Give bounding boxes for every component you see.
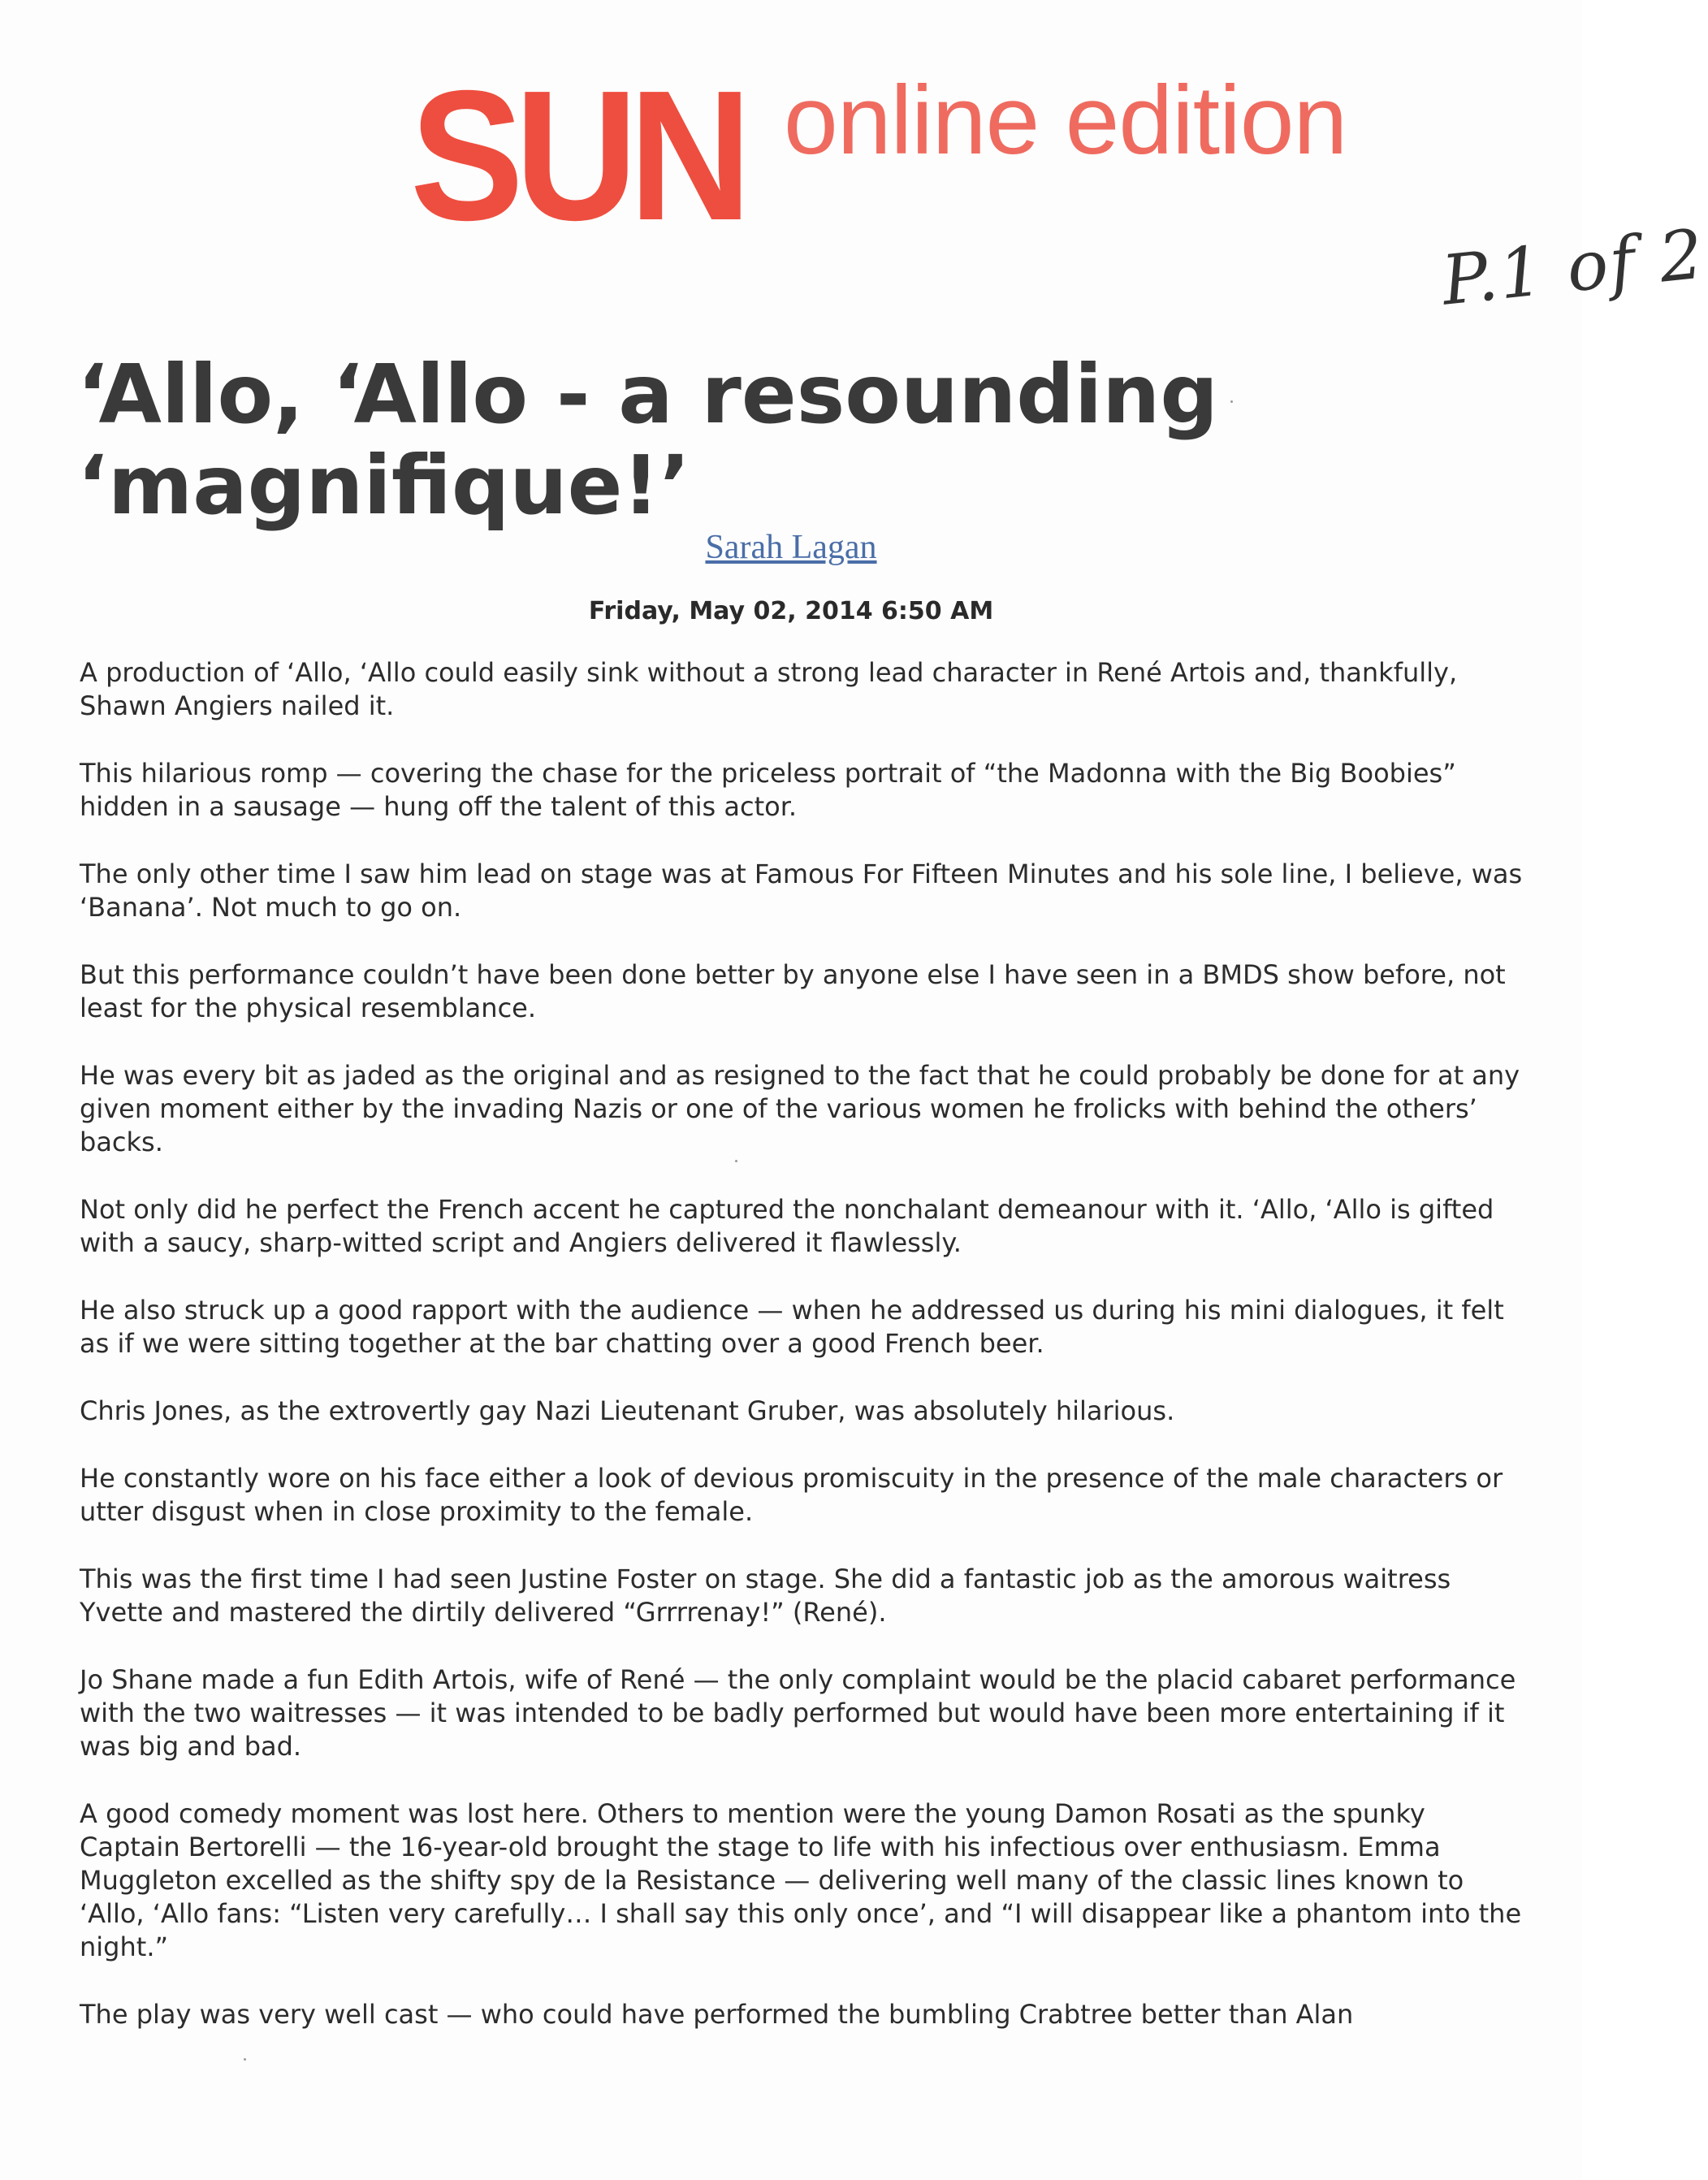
paragraph: Chris Jones, as the extrovertly gay Nazi Lieutenant Gruber, was absolutely hilarious. xyxy=(80,1395,1175,1426)
paragraph: This was the first time I had seen Justine Foster on stage. She did a fantastic job as the amorous waitress Yvette and mastered the dirtily delivered “Grrrrenay!” (René). xyxy=(80,1564,1451,1628)
headline-line-1: ‘Allo, ‘Allo - a resounding xyxy=(77,347,1218,442)
paragraph: The play was very well cast — who could have performed the bumbling Crabtree better than Alan xyxy=(80,1999,1354,2030)
edition-label: online edition xyxy=(784,66,1347,175)
paragraph: This hilarious romp — covering the chase for the priceless portrait of “the Madonna with the Big Boobies” hidden in a sausage — hung off the talent of this actor. xyxy=(80,758,1456,822)
publish-date: Friday, May 02, 2014 6:50 AM xyxy=(588,597,994,625)
sun-logo: SUN xyxy=(410,53,743,259)
paragraph: A production of ‘Allo, ‘Allo could easily sink without a strong lead character in René Artois and, thankfully, Shawn Angiers nailed it. xyxy=(80,657,1458,721)
handwritten-page-note: P.1 of 2 xyxy=(1438,214,1708,321)
paragraph: But this performance couldn’t have been done better by anyone else I have seen in a BMDS show before, not least for the physical resemblance. xyxy=(80,959,1506,1023)
paragraph: He was every bit as jaded as the original and as resigned to the fact that he could probably be done for at any given moment either by the invading Nazis or one of the various women he frolicks with behind the others’ backs. xyxy=(80,1060,1520,1157)
headline-line-2: ‘magnifique!’ xyxy=(77,438,691,533)
paragraph: He constantly wore on his face either a look of devious promiscuity in the presence of the male characters or utter disgust when in close proximity to the female. xyxy=(80,1463,1503,1527)
paragraph: He also struck up a good rapport with the audience — when he addressed us during his mini dialogues, it felt as if we were sitting together at the bar chatting over a good French beer. xyxy=(80,1295,1504,1359)
paragraph: The only other time I saw him lead on stage was at Famous For Fifteen Minutes and his sole line, I believe, was ‘Banana’. Not much to go on. xyxy=(80,859,1523,923)
masthead xyxy=(410,53,1708,321)
author-link[interactable]: Sarah Lagan xyxy=(705,529,877,566)
scan-speck xyxy=(1230,400,1233,403)
article-body xyxy=(80,656,1525,2065)
headline xyxy=(77,349,1458,531)
paragraph: Not only did he perfect the French accent he captured the nonchalant demeanour with it. ‘Allo, ‘Allo is gifted with a saucy, sharp-witted script and Angiers delivered it flawlessly. xyxy=(80,1194,1494,1258)
paragraph: Jo Shane made a fun Edith Artois, wife of René — the only complaint would be the placid cabaret performance with the two waitresses — it was intended to be badly performed but would have been more entertaining if it was big and bad. xyxy=(80,1664,1516,1762)
scan-speck xyxy=(244,2058,246,2061)
scan-speck xyxy=(735,1160,737,1162)
paragraph: A good comedy moment was lost here. Others to mention were the young Damon Rosati as the spunky Captain Bertorelli — the 16-year-old brought the stage to life with his infectious over enthusiasm. Emma Muggleton excelled as the shifty spy de la Resistance — delivering well many of the classic lines known to ‘Allo, ‘Allo fans: “Listen very carefully… I shall say this only once’, and “I will disappear like a phantom into the night.” xyxy=(80,1798,1522,1962)
